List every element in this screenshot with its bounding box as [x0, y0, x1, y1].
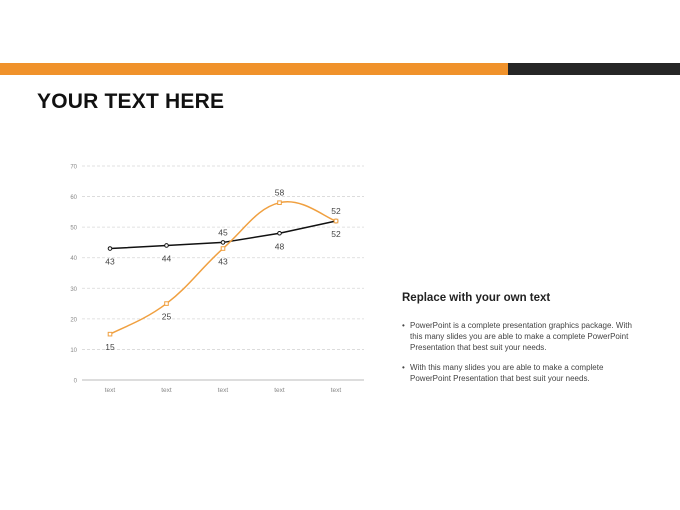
series-1-data-label: 48: [274, 241, 285, 252]
series-2-line: [110, 202, 336, 334]
series-2-point: [108, 332, 112, 336]
series-1-point: [278, 231, 282, 235]
x-tick-label: text: [217, 387, 229, 394]
y-tick-label: 70: [70, 164, 77, 171]
series-2-data-label: 43: [218, 256, 228, 267]
series-1-point: [221, 241, 225, 245]
side-heading: Replace with your own text: [402, 292, 551, 304]
series-2-data-label: 58: [274, 187, 285, 198]
series-1-data-label: 44: [161, 253, 172, 264]
y-tick-label: 10: [70, 347, 77, 354]
series-2-point: [221, 247, 225, 251]
y-tick-label: 20: [70, 317, 77, 324]
series-2-data-label: 25: [161, 311, 172, 322]
y-tick-label: 60: [70, 195, 77, 202]
series-1-data-label: 43: [105, 256, 115, 267]
series-1-data-label: 52: [331, 229, 341, 240]
series-2-point: [165, 302, 169, 306]
side-bullet-2: • With this many slides you are able to make a complete PowerPoint Presentation that best suit your needs.: [402, 362, 632, 384]
series-1-point: [165, 244, 169, 248]
x-tick-label: text: [330, 387, 342, 394]
series-1-data-label: 45: [218, 227, 228, 238]
x-tick-label: text: [274, 387, 285, 394]
series-2-data-label: 52: [331, 206, 341, 217]
y-tick-label: 30: [70, 286, 77, 293]
series-1-point: [108, 247, 112, 251]
side-bullet-list: [402, 320, 632, 393]
series-2-point: [278, 201, 282, 205]
series-2-data-label: 15: [105, 342, 115, 353]
y-tick-label: 0: [73, 378, 77, 385]
y-tick-label: 40: [70, 256, 77, 263]
x-tick-label: text: [104, 387, 116, 394]
slide-title: YOUR TEXT HERE: [37, 90, 225, 113]
series-2-point: [334, 219, 338, 223]
x-tick-label: text: [161, 387, 172, 394]
y-tick-label: 50: [70, 225, 77, 232]
side-bullet-1: • PowerPoint is a complete presentation graphics package. With this many slides you are able to make a complete PowerPoint Presentation that best suit your needs.: [402, 320, 632, 353]
